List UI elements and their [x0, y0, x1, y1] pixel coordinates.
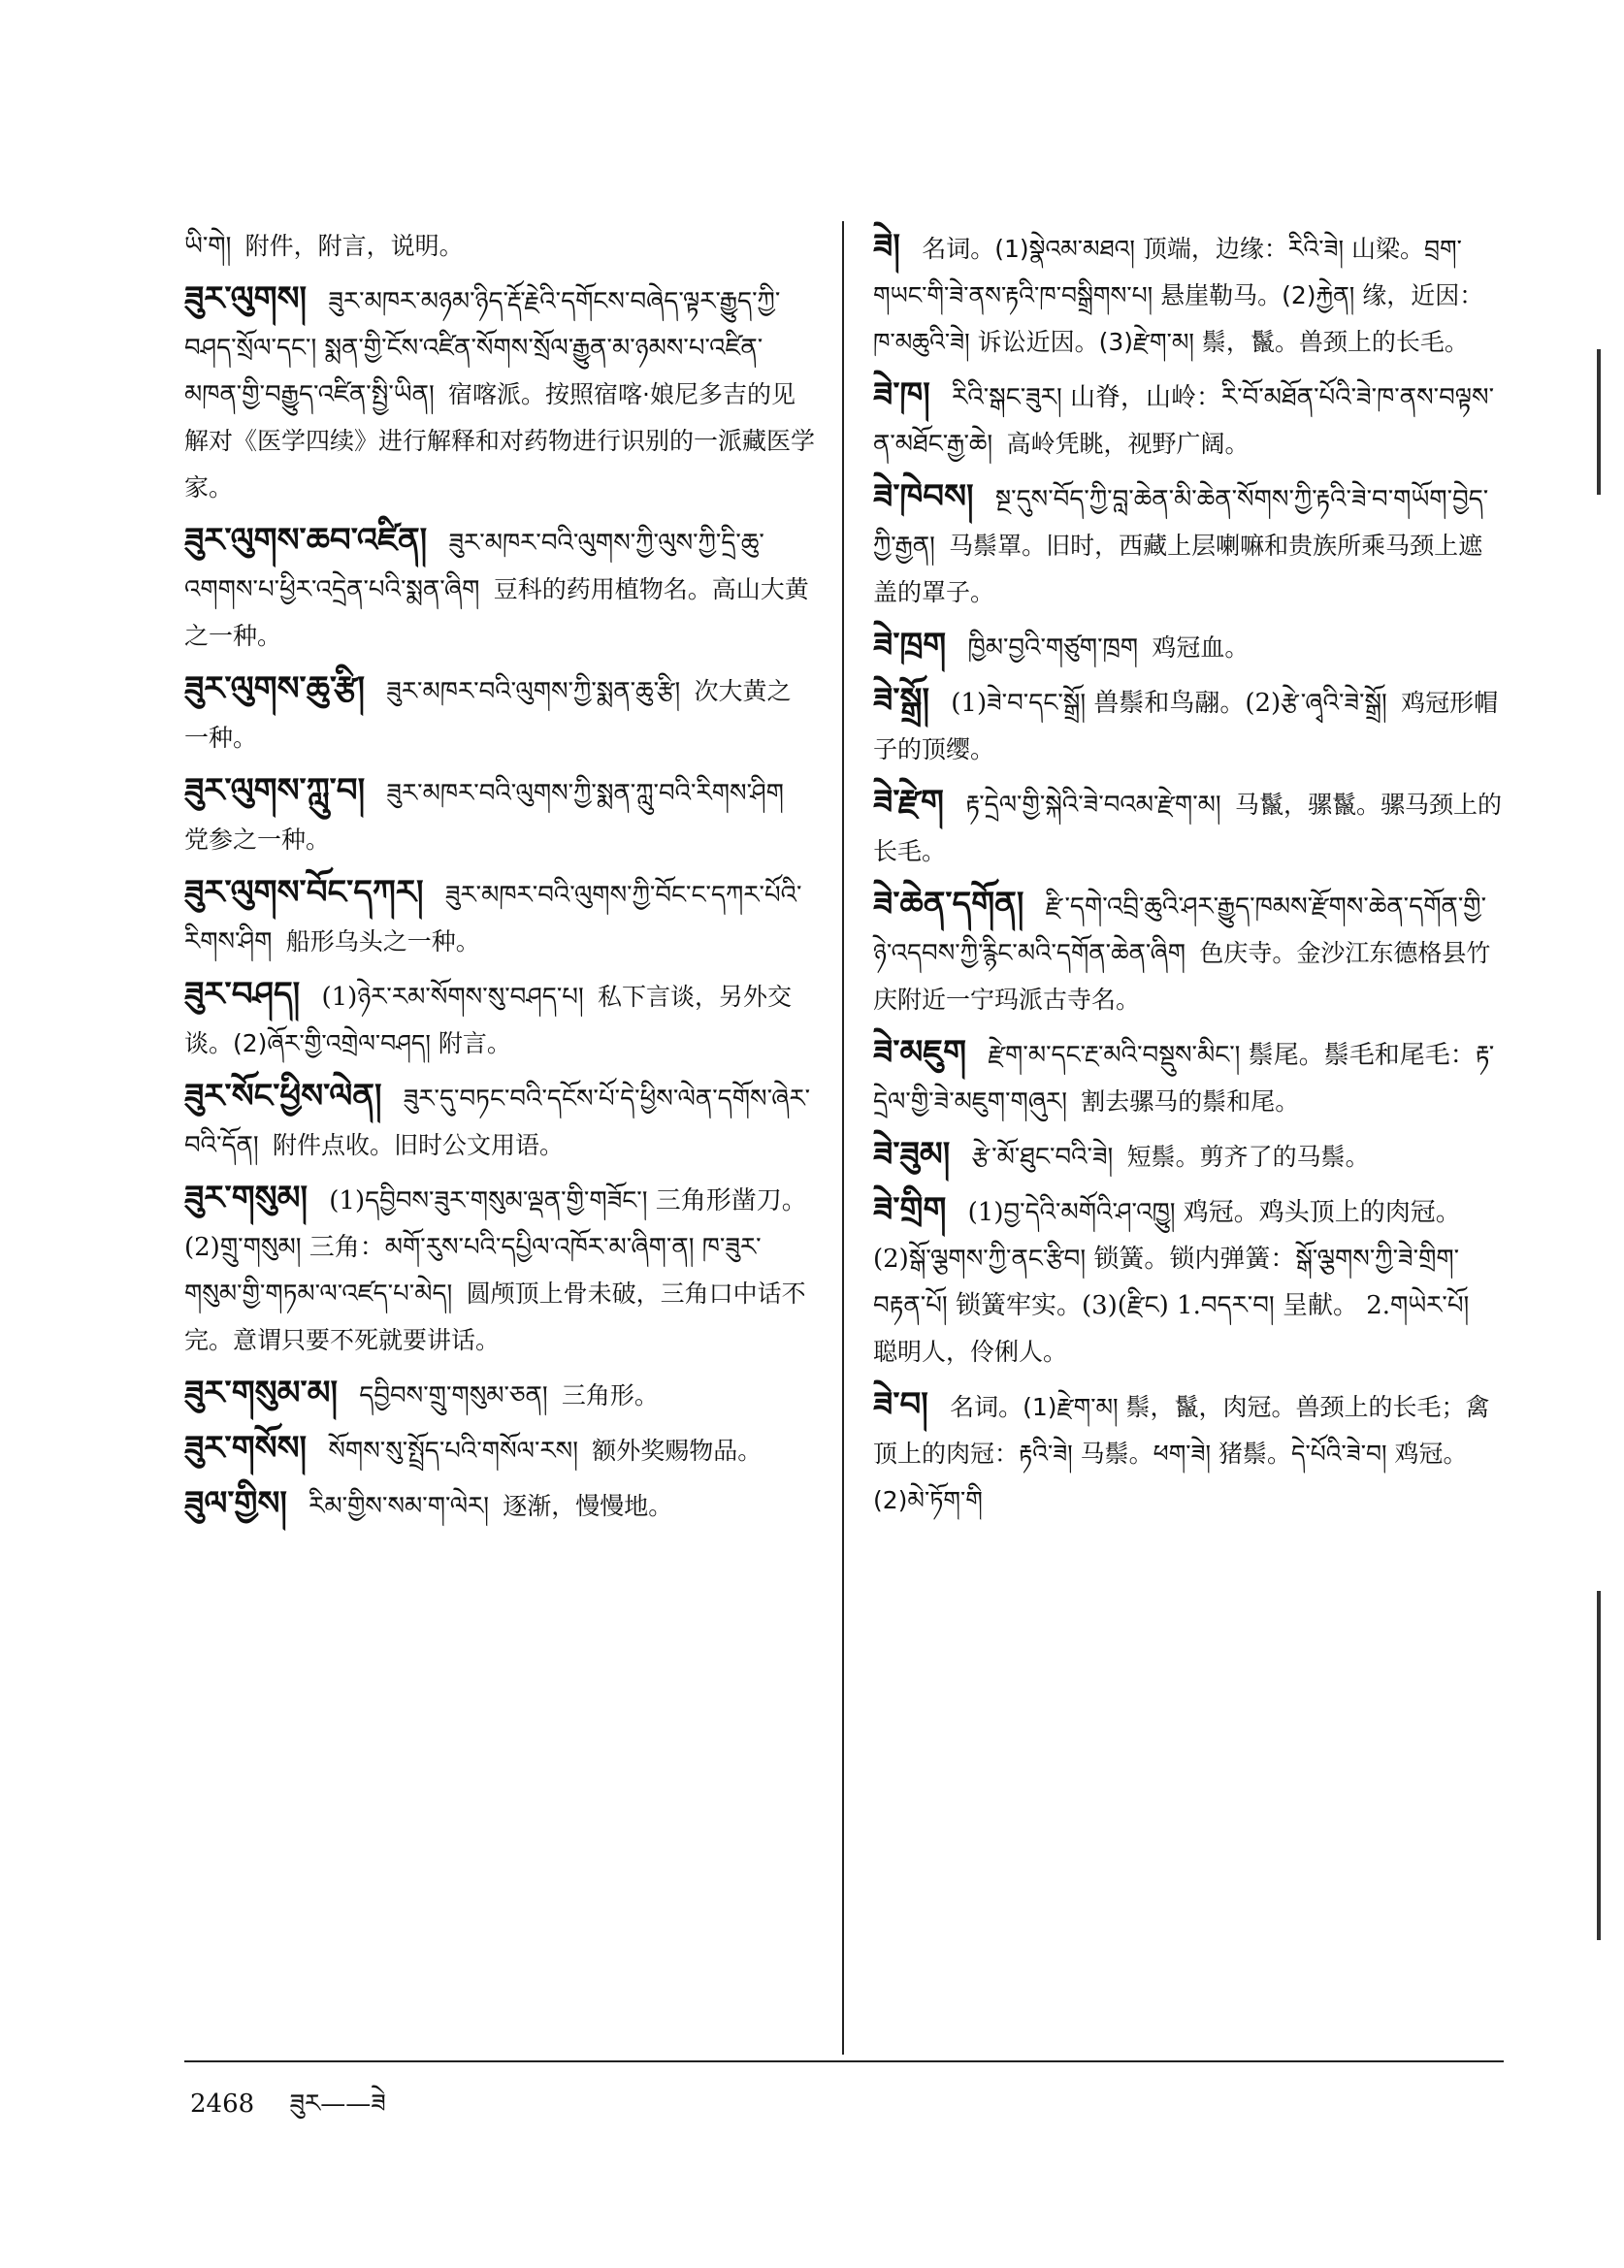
entry-tibetan: རིམ་གྱིས་སམ་ག་ལེར། [309, 1492, 490, 1521]
entry-gloss: 逐渐，慢慢地。 [503, 1492, 673, 1520]
headword: ཟེ་སྒྲོ། [873, 681, 930, 720]
entry-tibetan: (1)ཉེར་རམ་སོགས་སུ་བཤད་པ། [321, 983, 584, 1012]
headword: ཟུར་སོང་ཕྱིས་ལེན། [184, 1077, 382, 1116]
entry-gloss: 割去骡马的鬃和尾。 [1081, 1087, 1300, 1116]
entry-gloss: 三角形。 [561, 1381, 659, 1409]
entry-gloss: 名词。(1)རྫེག་མ། 鬃，鬣，肉冠。兽颈上的长毛；禽顶上的肉冠：རྟའི་ཟེ། 马鬃。ཕག་ཟེ། 猪鬃。དེ་པོའི་ཟེ་བ། 鸡冠。(2)མེ་ཏོག་གི [873, 1393, 1490, 1514]
entry [873, 1186, 1504, 1376]
headword: ཟུར་ལུགས་ཆུ་རྩི། [184, 669, 366, 708]
entry-tibetan: སྔ་དུས་བོད་ཀྱི་བླ་ཆེན་མི་ཆེན་སོགས་ཀྱི་རྟའི་ཟེ་བ་གཡོག་བྱེད་ཀྱི་རྒྱན། [873, 485, 1489, 561]
entry-gloss: 圆颅顶上骨未破，三角口中话不完。意谓只要不死就要讲话。 [184, 1280, 806, 1354]
entry [873, 779, 1504, 875]
entry-tibetan: རིའི་སྒང་ཟུར། 山脊，山岭：རི་བོ་མཐོན་པོའི་ཟེ་ཁ་ནས་བལྟས་ན་མཐོང་རྒྱ་ཆེ། [873, 383, 1495, 459]
headword: ཟུར་གསུམ་མ། [184, 1374, 338, 1412]
entry-gloss: 豆科的药用植物名。高山大黄之一种。 [184, 575, 809, 650]
headword: ཟུལ་གྱིས། [184, 1484, 287, 1523]
entry-tibetan: རྩེ་མོ་ཐུང་བའི་ཟེ། [971, 1143, 1114, 1172]
entry-gloss: 马鬣，骡鬣。骡马颈上的长毛。 [873, 791, 1502, 865]
entry [184, 1370, 815, 1419]
entry [184, 1425, 815, 1474]
entry-gloss: 宿喀派。按照宿喀·娘尼多吉的见解对《医学四续》进行解释和对药物进行识别的一派藏医学家。 [184, 380, 816, 502]
headword: ཟུར་གསུམ། [184, 1179, 308, 1217]
entry-gloss: 高岭凭眺，视野广阔。 [1006, 430, 1250, 458]
entry [184, 275, 815, 511]
entry-tibetan: (1)དབྱིབས་ཟུར་གསུམ་ལྡན་གྱི་གཟོང་། 三角形凿刀。(2)གྲུ་གསུམ། 三角：མགོ་རུས་པའི་དཔྱིལ་འཁོར་མ་ཞིག་ན། ཁ་ཟུར་གསུམ་གྱི་གཏམ་ལ་འཛད་པ་མེད། [184, 1186, 807, 1309]
headword: ཟེ་ཟུམ། [873, 1135, 951, 1174]
page-number: 2468 [190, 2090, 255, 2119]
headword: ཟུར་བཤད། [184, 975, 301, 1014]
headword: ཟུར་ལུགས་བོང་དཀར། [184, 873, 424, 912]
entry-gloss: 名词。(1)སྣེའམ་མཐའ། 顶端，边缘：རིའི་ཟེ། 山梁。བྲག་གཡང་གི་ཟེ་ནས་རྟའི་ཁ་བསྒྲིགས་པ། 悬崖勒马。(2)རྐྱེན། 缘，近因：ཁ་མཆུའི་ཟེ། 诉讼近因。(3)རྫེག་མ། 鬃，鬣。兽颈上的长毛。 [873, 235, 1484, 356]
headword: ཟེ་བ། [873, 1385, 928, 1424]
entry-tibetan: རྟ་དྲེལ་གྱི་སྐེའི་ཟེ་བའམ་རྫེག་མ། [965, 791, 1221, 820]
margin-mark [1597, 349, 1601, 495]
entry-tibetan: (1)ཟེ་བ་དང་སྒྲོ། 兽鬃和鸟翮。(2)རྩེ་ཞྭའི་ཟེ་སྒྲོ། [951, 689, 1387, 718]
entry-tibetan: ཟུར་མཁར་བའི་ལུགས་ཀྱི་སྨན་ཀླུ་བའི་རིགས་ཤིག [386, 779, 784, 808]
entry-tibetan: ཟུར་མཁར་བའི་ལུགས་ཀྱི་བོང་ང་དཀར་པོའི་རིགས་ཤིག [184, 881, 802, 956]
entry-tibetan: དབྱིབས་གྲུ་གསུམ་ཅན། [359, 1381, 548, 1410]
entry-gloss: 色庆寺。金沙江东德格县竹庆附近一宁玛派古寺名。 [873, 939, 1491, 1014]
entry [873, 473, 1504, 616]
entry-yige [184, 223, 815, 270]
entry-gloss: 私下言谈，另外交谈。(2)ཞོར་གྱི་འགྲེལ་བཤད། 附言。 [184, 983, 792, 1057]
headword: ཟུར་ལུགས་ཀླུ་བ། [184, 771, 366, 810]
entry-gloss: 聪明人，伶俐人。 [873, 1338, 1068, 1366]
headword: ཟེ་རྫེག [873, 783, 944, 822]
entry-gloss: 马鬃罩。旧时，西藏上层喇嘛和贵族所乘马颈上遮盖的罩子。 [873, 532, 1483, 606]
entry [873, 622, 1504, 671]
headword: ཟེ། [873, 227, 900, 266]
left-column [184, 223, 815, 1536]
entry-tibetan: ཟུར་དུ་བཏང་བའི་དངོས་པོ་དེ་ཕྱིས་ལེན་དགོས་ཞེར་བའི་དོན། [184, 1085, 811, 1160]
entry [873, 881, 1504, 1023]
entry-gloss: 额外奖赐物品。 [592, 1437, 763, 1465]
entry [184, 1480, 815, 1530]
headword: ཟུར་ལུགས། [184, 279, 308, 318]
entry-gloss: 附件，附言，说明。 [244, 232, 464, 260]
entry [184, 665, 815, 761]
entry-gloss: 短鬃。剪齐了的马鬃。 [1126, 1143, 1370, 1171]
entry [873, 677, 1504, 773]
entry-tibetan: སོགས་སུ་སྤྲོད་པའི་གསོལ་རས། [328, 1437, 578, 1466]
entry-tibetan: ཁྱིམ་བྱའི་གཙུག་ཁྲག [967, 633, 1139, 663]
entry [873, 1131, 1504, 1181]
entry [873, 372, 1504, 468]
headword: ཟེ་ཁེབས། [873, 477, 974, 516]
headword: ཟེ་ཁྲག [873, 626, 947, 664]
entry-tibetan: རྫི་དགེ་འབྲི་ཆུའི་ཤར་རྒྱུད་ཁམས་རྫོགས་ཆེན་དགོན་གྱི་ཉེ་འདབས་ཀྱི་རྙིང་མའི་དགོན་ཆེན་ཞིག [873, 892, 1487, 968]
entry-tibetan: ཟུར་མཁར་མཉམ་ཉིད་རྡོ་རྗེའི་དགོངས་བཞེད་ལྟར་རྒྱུད་ཀྱི་བཤད་སྲོལ་དང་། སྨན་གྱི་ངོས་འཛིན་སོགས་སྲོལ་རྒྱུན་མ་ཉམས་པ་འཛིན་མཁན་གྱི་བརྒྱུད་འཛིན་སྤྱི་ཡིན། [184, 287, 781, 409]
entry [184, 971, 815, 1067]
margin-mark [1597, 1591, 1601, 1940]
entry-gloss: 附件点收。旧时公文用语。 [272, 1131, 564, 1159]
entry [184, 1175, 815, 1364]
entry-gloss: 次大黄之一种。 [184, 677, 792, 752]
entry-gloss: 船形乌头之一种。 [285, 927, 480, 956]
footer-rule [184, 2060, 1504, 2062]
headword: ཟེ་གྲིག [873, 1190, 947, 1229]
headword: ཟུར་ལུགས་ཆབ་འཛིན། [184, 521, 428, 560]
entry-tibetan: (1)བྱ་དེའི་མགོའི་ཤ་འཁྱུ། 鸡冠。鸡头顶上的肉冠。(2)སྒོ་ལྕགས་ཀྱི་ནང་རྩིབ། 锁簧。锁内弹簧：སྒོ་ལྕགས་ཀྱི་ཟེ་གྲིག་བརྟན་པོ། 锁簧牢实。(3)(རྫིང) 1.བདར་བ། 呈献。 2.གཡེར་པོ། [873, 1198, 1470, 1320]
headword: ཟེ་མཇུག [873, 1033, 967, 1072]
headword: ཟེ་ཁ། [873, 375, 930, 414]
entry [873, 1381, 1504, 1524]
entry-gloss: 鸡冠形帽子的顶缨。 [873, 689, 1499, 763]
entry [873, 223, 1504, 366]
page-footer [190, 2076, 413, 2147]
headword: ཟུར་གསོས། [184, 1429, 308, 1468]
entry-tibetan: རྫེག་མ་དང་རྔ་མའི་བསྡུས་མིང་། 鬃尾。鬃毛和尾毛：རྟ་དྲེལ་གྱི་ཟེ་མཇུག་གཞུར། [873, 1041, 1495, 1117]
entry-tibetan: ཟུར་མཁར་བའི་ལུགས་ཀྱི་སྨན་ཆུ་རྩི། [386, 677, 681, 706]
entry-tibetan: ཡི་གེ། [184, 232, 232, 261]
entry-gloss: 党参之一种。 [184, 826, 331, 854]
entry [184, 1073, 815, 1169]
headword: ཟེ་ཆེན་དགོན། [873, 885, 1024, 923]
entry [184, 767, 815, 863]
entry-range: ཟུར——ཟེ [289, 2090, 386, 2119]
right-column [873, 223, 1504, 1530]
entry-tibetan: ཟུར་མཁར་བའི་ལུགས་ཀྱི་ལུས་ཀྱི་དྲི་ཆུ་འགགས་པ་ཕྱིར་འདྲེན་པའི་སྨན་ཞིག [184, 529, 764, 604]
entry [184, 517, 815, 660]
column-divider [842, 221, 844, 2055]
entry [873, 1029, 1504, 1125]
entry-gloss: 鸡冠血。 [1152, 633, 1250, 662]
entry [184, 869, 815, 965]
